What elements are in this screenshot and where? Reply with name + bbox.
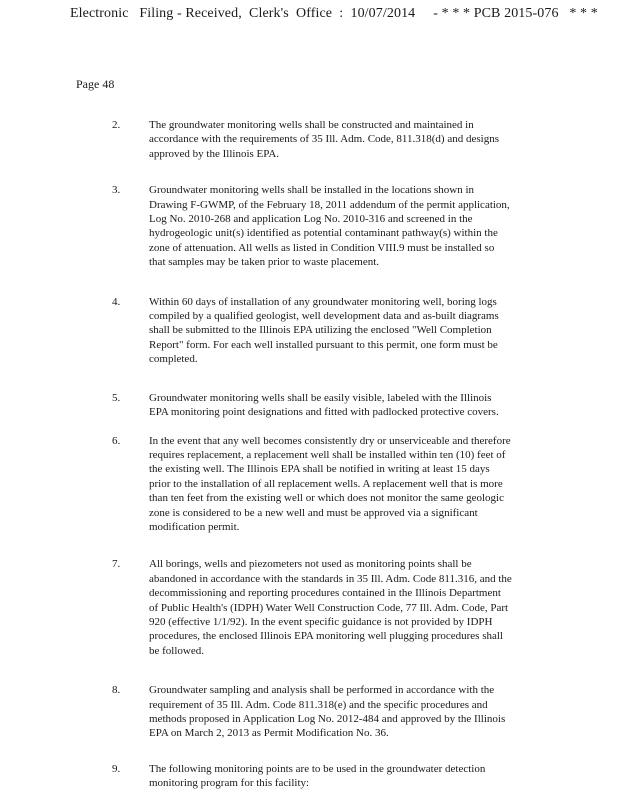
condition-number: 6. [112, 434, 121, 447]
condition-number: 9. [112, 762, 121, 775]
condition-number: 2. [112, 119, 121, 131]
conditions-list [112, 118, 512, 791]
condition-item [112, 434, 512, 535]
condition-text: All borings, wells and piezometers not used as monitoring points shall be abandoned in accordance with the standards in 35 Ill. Adm. Code 811.316, and the decommissioning and reporting procedures contained in the Illinois Department of Public Health's (IDPH) Water Well Construction Code, 77 Ill. Adm. Code, Part 920 (effective 1/1/92). In the event specific guidance is not provided by IDPH procedures, the enclosed Illinois EPA monitoring well plugging procedures shall be followed. [149, 558, 512, 657]
condition-item [112, 683, 512, 741]
condition-item [112, 557, 512, 658]
condition-number: 4. [112, 295, 121, 308]
condition-item [112, 295, 512, 367]
condition-item [112, 762, 512, 791]
condition-number: 3. [112, 184, 121, 197]
condition-text: Groundwater monitoring wells shall be easily visible, labeled with the Illinois EPA monitoring point designations and fitted with padlocked protective covers. [149, 391, 499, 419]
condition-item [112, 183, 512, 269]
condition-text: Groundwater monitoring wells shall be installed in the locations shown in Drawing F-GWMP, of the February 18, 2011 addendum of the permit application, Log No. 2010-268 and application Log No. 2010-316 and screened in the hydrogeologic unit(s) identified as potential contaminant pathway(s) within the zone of attenuation. All wells as listed in Condition VIII.9 must be installed so that samples may be taken prior to waste placement. [149, 184, 510, 269]
filing-stamp-header: Electronic Filing - Received, Clerk's Office : 10/07/2014 - * * * PCB 2015-076 * * * [70, 6, 598, 21]
page-number: Page 48 [76, 77, 115, 91]
condition-text: The following monitoring points are to be used in the groundwater detection monitoring program for this facility: [149, 762, 486, 790]
condition-item [112, 118, 512, 161]
condition-item [112, 391, 512, 420]
condition-text: Groundwater sampling and analysis shall be performed in accordance with the requirement of 35 Ill. Adm. Code 811.318(e) and the specific procedures and methods proposed in Application Log No. 2012-484 and approved by the Illinois EPA on March 2, 2013 as Permit Modification No. 36. [149, 684, 506, 740]
condition-number: 8. [112, 684, 121, 697]
condition-number: 7. [112, 558, 121, 571]
condition-text: Within 60 days of installation of any groundwater monitoring well, boring logs compiled by a qualified geologist, well development data and as-built diagrams shall be submitted to the Illinois EPA utilizing the enclosed "Well Completion Report" form. For each well installed pursuant to this permit, one form must be completed. [149, 295, 499, 366]
condition-number: 5. [112, 391, 121, 404]
condition-text: In the event that any well becomes consistently dry or unserviceable and therefore requires replacement, a replacement well shall be installed within ten (10) feet of the existing well. The Illinois EPA shall be notified in writing at least 15 days prior to the installation of all replacement wells. A replacement well that is more than ten feet from the existing well or which does not monitor the same geologic zone is considered to be a new well and must be approved via a significant modification permit. [149, 434, 511, 533]
condition-text: The groundwater monitoring wells shall be constructed and maintained in accordance with the requirements of 35 Ill. Adm. Code, 811.318(d) and designs approved by the Illinois EPA. [149, 119, 499, 160]
